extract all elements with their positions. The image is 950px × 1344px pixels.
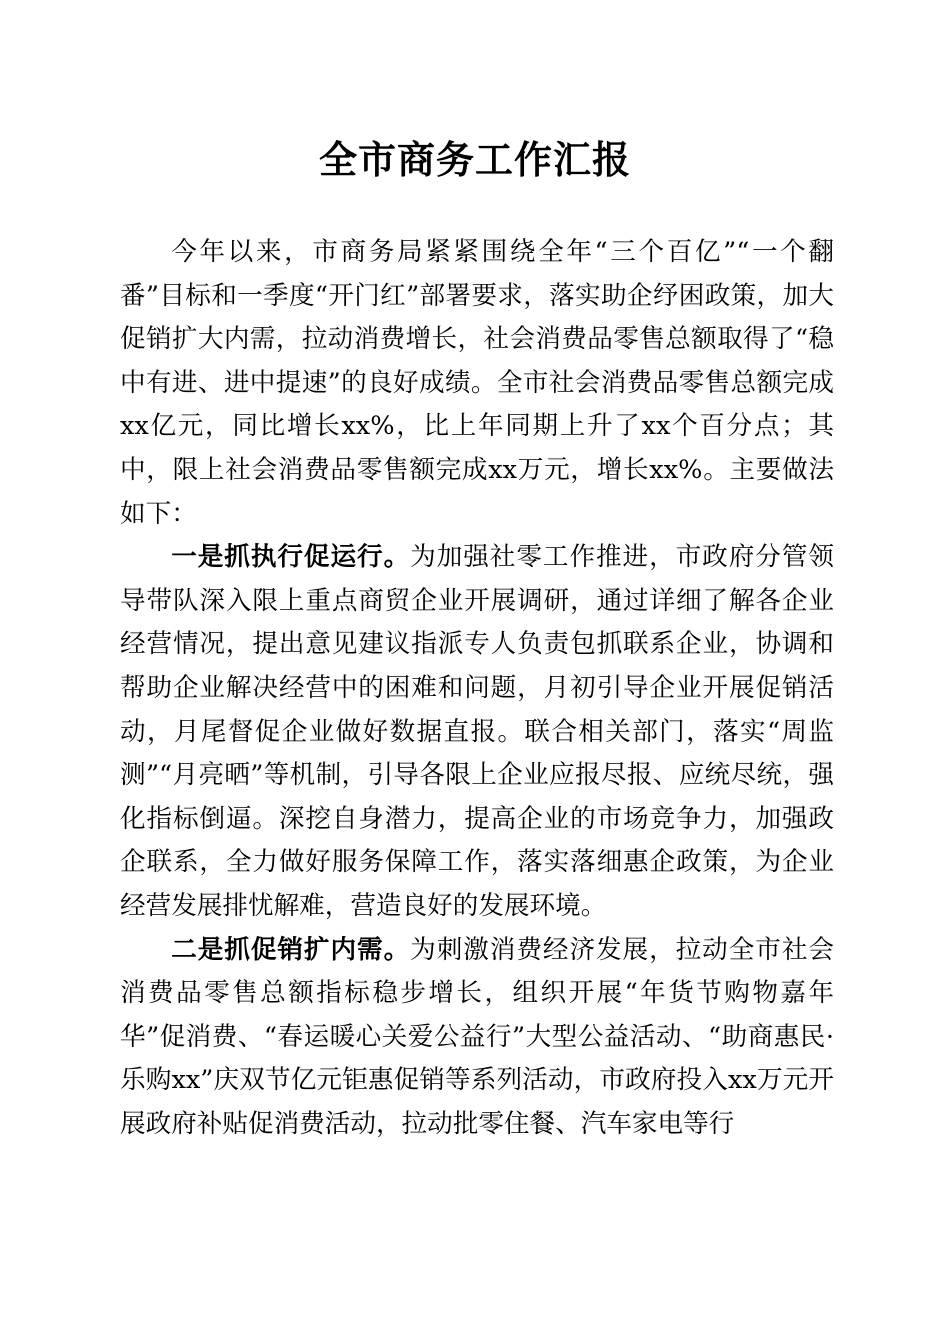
paragraph-two xyxy=(120,929,834,1147)
paragraph-intro xyxy=(120,231,834,536)
paragraph-intro-text: 今年以来，市商务局紧紧围绕全年“三个百亿”“一个翻番”目标和一季度“开门红”部署要求，落实助企纾困政策，加大促销扩大内需，拉动消费增长，社会消费品零售总额取得了“稳中有进、进中提速”的良好成绩。全市社会消费品零售总额完成xx亿元，同比增长xx%，比上年同期上升了xx个百分点；其中，限上社会消费品零售额完成xx万元，增长xx%。主要做法如下： xyxy=(120,237,834,529)
document-title: 全市商务工作汇报 xyxy=(318,137,631,182)
paragraph-two-text: 为刺激消费经济发展，拉动全市社会消费品零售总额指标稳步增长，组织开展“年货节购物嘉年华”促消费、“春运暖心关爱公益行”大型公益活动、“助商惠民·乐购xx”庆双节亿元钜惠促销等系列活动，市政府投入xx万元开展政府补贴促消费活动，拉动批零住餐、汽车家电等行 xyxy=(120,934,834,1139)
paragraph-two-heading: 二是抓促销扩内需。 xyxy=(171,934,411,965)
document-body xyxy=(120,231,834,1146)
paragraph-one-heading: 一是抓执行促运行。 xyxy=(171,542,411,573)
paragraph-one xyxy=(120,536,834,928)
paragraph-one-text: 为加强社零工作推进，市政府分管领导带队深入限上重点商贸企业开展调研，通过详细了解各企业经营情况，提出意见建议指派专人负责包抓联系企业，协调和帮助企业解决经营中的困难和问题，月初引导企业开展促销活动，月尾督促企业做好数据直报。联合相关部门，落实“周监测”“月亮晒”等机制，引导各限上企业应报尽报、应统尽统，强化指标倒逼。深挖自身潜力，提高企业的市场竞争力，加强政企联系，全力做好服务保障工作，落实落细惠企政策，为企业经营发展排忧解难，营造良好的发展环境。 xyxy=(120,542,834,921)
